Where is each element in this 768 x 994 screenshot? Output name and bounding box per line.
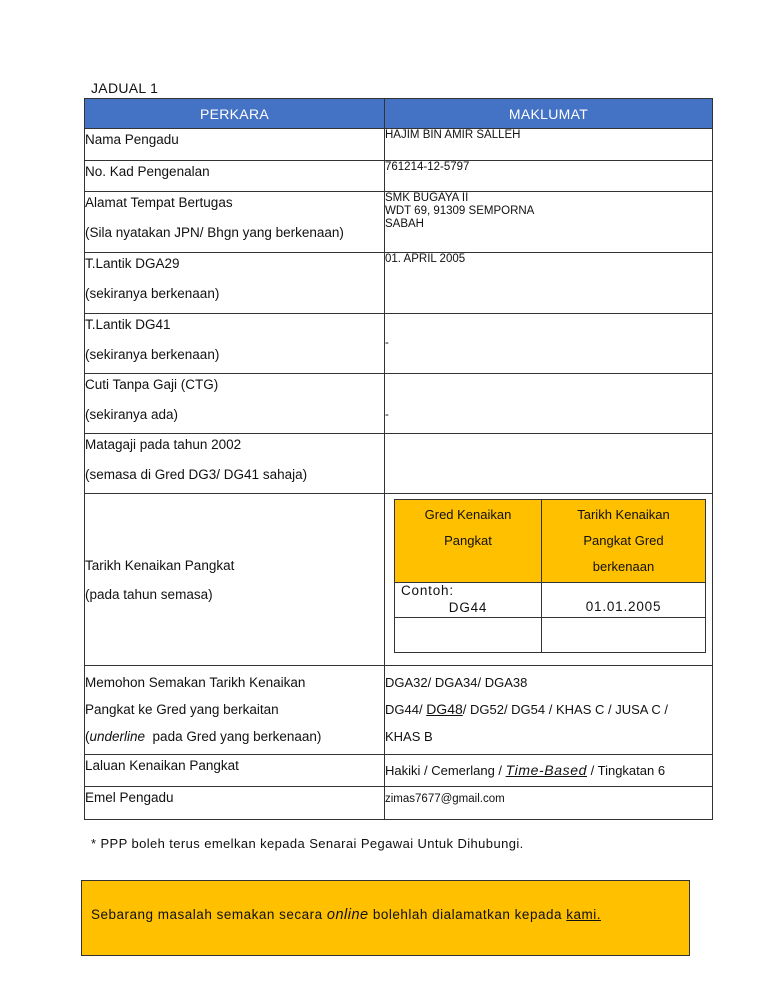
kami-link[interactable]: kami.: [566, 907, 601, 922]
selected-gred: DG48: [426, 701, 463, 717]
label-dg41: T.Lantik DG41 (sekiranya berkenaan): [85, 314, 385, 374]
row-emel: [85, 787, 713, 820]
example-tarikh: 01.01.2005: [542, 583, 706, 618]
selected-laluan: Time-Based: [505, 762, 588, 778]
value-nama: HAJIM BIN AMIR SALLEH: [385, 129, 713, 161]
label-alamat: Alamat Tempat Bertugas (Sila nyatakan JPN/ Bhgn yang berkenaan): [85, 192, 385, 253]
contact-banner: [81, 880, 690, 956]
label-tarikh: Tarikh Kenaikan Pangkat (pada tahun semasa): [85, 494, 385, 666]
value-matagaji: [385, 434, 713, 494]
label-laluan: Laluan Kenaikan Pangkat: [85, 755, 385, 787]
complaint-table: [84, 98, 713, 820]
blank-tarikh-cell[interactable]: [542, 618, 706, 653]
row-ctg: [85, 374, 713, 434]
value-laluan: Hakiki / Cemerlang / Time-Based / Tingkatan 6: [385, 755, 713, 787]
row-matagaji: [85, 434, 713, 494]
row-kad: [85, 161, 713, 192]
label-dga29: T.Lantik DGA29 (sekiranya berkenaan): [85, 253, 385, 314]
footnote: * PPP boleh terus emelkan kepada Senarai Pegawai Untuk Dihubungi.: [91, 836, 524, 851]
value-dg41: -: [385, 314, 713, 374]
blank-gred-cell[interactable]: [395, 618, 542, 653]
promotion-table: [394, 499, 706, 653]
header-perkara: PERKARA: [85, 99, 385, 129]
label-ctg: Cuti Tanpa Gaji (CTG) (sekiranya ada): [85, 374, 385, 434]
value-dga29: 01. APRIL 2005: [385, 253, 713, 314]
header-tarikh-kenaikan: Tarikh Kenaikan Pangkat Gred berkenaan: [542, 500, 706, 583]
label-nama: Nama Pengadu: [85, 129, 385, 161]
value-semakan: DGA32/ DGA34/ DGA38 DG44/ DG48/ DG52/ DG54 / KHAS C / JUSA C / KHAS B: [385, 666, 713, 755]
label-semakan: Memohon Semakan Tarikh Kenaikan Pangkat ke Gred yang berkaitan (underline pada Gred yang berkenaan): [85, 666, 385, 755]
header-gred-kenaikan: Gred Kenaikan Pangkat: [395, 500, 542, 583]
label-emel: Emel Pengadu: [85, 787, 385, 820]
value-ctg: -: [385, 374, 713, 434]
value-emel: zimas7677@gmail.com: [385, 787, 713, 820]
label-kad: No. Kad Pengenalan: [85, 161, 385, 192]
banner-text: Sebarang masalah semakan secara online bolehlah dialamatkan kepada kami.: [91, 907, 601, 923]
row-dga29: [85, 253, 713, 314]
row-nama: [85, 129, 713, 161]
value-tarikh: [385, 494, 713, 666]
example-gred: Contoh: DG44: [395, 583, 542, 618]
header-maklumat: MAKLUMAT: [385, 99, 713, 129]
value-alamat: SMK BUGAYA II WDT 69, 91309 SEMPORNA SABAH: [385, 192, 713, 253]
label-matagaji: Matagaji pada tahun 2002 (semasa di Gred DG3/ DG41 sahaja): [85, 434, 385, 494]
row-laluan: [85, 755, 713, 787]
row-dg41: [85, 314, 713, 374]
row-alamat: [85, 192, 713, 253]
row-semakan: [85, 666, 713, 755]
table-title: JADUAL 1: [91, 80, 159, 96]
value-kad: 761214-12-5797: [385, 161, 713, 192]
row-tarikh: [85, 494, 713, 666]
